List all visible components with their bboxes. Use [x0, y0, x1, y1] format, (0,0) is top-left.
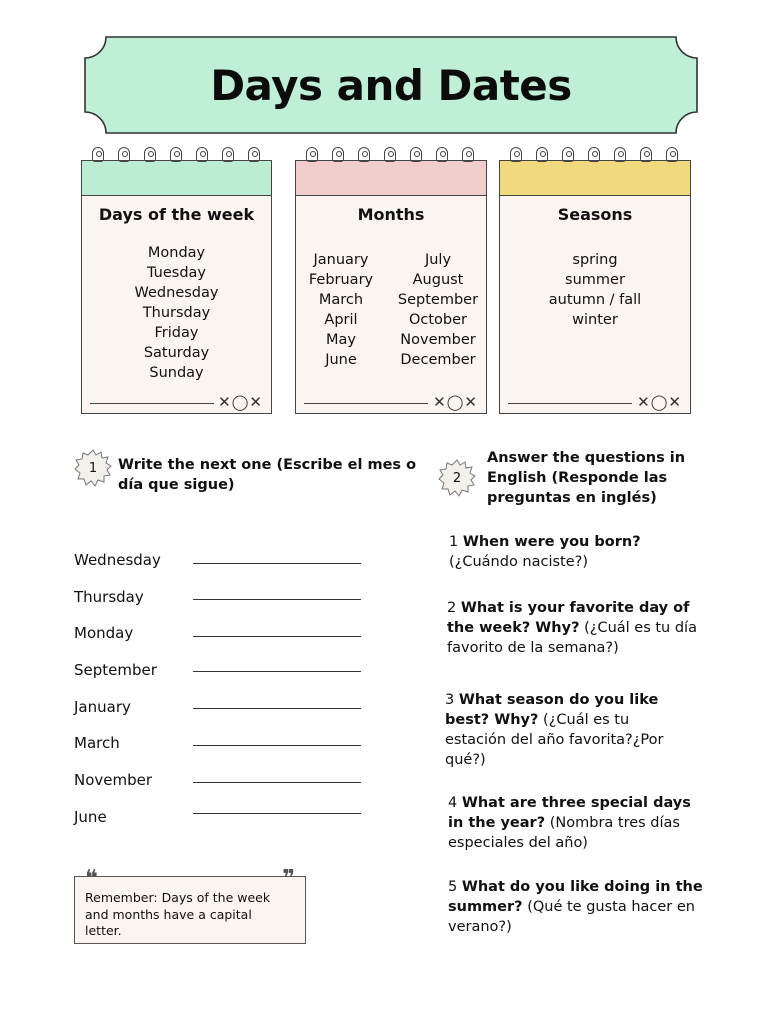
xox-doodle: ✕◯✕: [433, 393, 478, 411]
notepad-header: [82, 161, 271, 196]
list-item: Saturday: [143, 345, 210, 361]
list-item: December: [400, 352, 476, 368]
answer-line[interactable]: [193, 599, 361, 600]
footer-line: [90, 403, 214, 404]
question-2: 2 What is your favorite day of the week? Why? (¿Cuál es tu día favorito de la semana?): [447, 600, 697, 656]
list-item: Monday: [147, 245, 206, 261]
exercise-word: September: [74, 661, 157, 679]
spiral-rings: [296, 147, 486, 163]
days-notepad: [81, 160, 272, 414]
xox-doodle: ✕◯✕: [218, 393, 263, 411]
exercise-word: March: [74, 734, 120, 752]
exercise-1-heading: Write the next one (Escribe el mes o día que sigue): [118, 457, 417, 493]
months-column-1: [291, 250, 391, 370]
months-notepad: [295, 160, 487, 414]
list-item: November: [400, 332, 476, 348]
close-quote-icon: ❞: [282, 866, 295, 891]
list-item: February: [308, 272, 374, 288]
badge-number: 1: [88, 460, 98, 476]
notepad-title: Seasons: [557, 205, 633, 224]
answer-line[interactable]: [193, 563, 361, 564]
list-item: Wednesday: [134, 285, 219, 301]
question-3: 3 What season do you like best? Why? (¿Cuál es tu estación del año favorita?¿Por qué?): [445, 692, 664, 768]
seasons-notepad: [499, 160, 691, 414]
exercise-word: Wednesday: [74, 551, 161, 569]
exercise-word: Thursday: [74, 588, 144, 606]
list-item: summer: [565, 272, 625, 288]
badge-number: 2: [452, 470, 462, 486]
question-4: 4 What are three special days in the year? (Nombra tres días especiales del año): [448, 795, 691, 851]
list-item: April: [324, 312, 358, 328]
list-item: September: [397, 292, 479, 308]
list-item: June: [325, 352, 357, 368]
answer-line[interactable]: [193, 813, 361, 814]
answer-line[interactable]: [193, 708, 361, 709]
list-item: May: [326, 332, 356, 348]
answer-line[interactable]: [193, 782, 361, 783]
page-title: Days and Dates: [210, 60, 572, 110]
days-list: [82, 243, 271, 383]
notepad-title: Days of the week: [98, 205, 255, 224]
list-item: Friday: [154, 325, 199, 341]
exercise-word: June: [74, 808, 107, 826]
seasons-list: [500, 250, 690, 330]
exercise-2-badge: [438, 459, 476, 497]
list-item: Thursday: [142, 305, 211, 321]
list-item: July: [424, 252, 452, 268]
footer-line: [304, 403, 428, 404]
exercise-word: Monday: [74, 624, 134, 642]
answer-line[interactable]: [193, 745, 361, 746]
list-item: March: [318, 292, 364, 308]
xox-doodle: ✕◯✕: [637, 393, 682, 411]
question-1: 1 When were you born? (¿Cuándo naciste?): [449, 534, 641, 570]
answer-line[interactable]: [193, 636, 361, 637]
list-item: Tuesday: [147, 265, 206, 281]
list-item: October: [408, 312, 468, 328]
exercise-2-heading: Answer the questions in English (Responde las preguntas en inglés): [487, 450, 686, 506]
title-banner: [84, 36, 698, 134]
notepad-header: [296, 161, 486, 196]
exercise-1-badge: [74, 449, 112, 487]
spiral-rings: [500, 147, 690, 163]
months-column-2: [388, 250, 488, 370]
question-5: 5 What do you like doing in the summer? (Qué te gusta hacer en verano?): [448, 879, 703, 935]
notepad-header: [500, 161, 690, 196]
spiral-rings: [82, 147, 271, 163]
reminder-text: Remember: Days of the week and months have a capital letter.: [85, 890, 271, 938]
list-item: spring: [572, 252, 618, 268]
notepad-title: Months: [357, 205, 425, 224]
open-quote-icon: ❝: [85, 866, 98, 891]
list-item: Sunday: [149, 365, 204, 381]
footer-line: [508, 403, 632, 404]
list-item: August: [412, 272, 464, 288]
answer-line[interactable]: [193, 671, 361, 672]
list-item: winter: [572, 312, 618, 328]
exercise-word: January: [74, 698, 131, 716]
list-item: January: [313, 252, 369, 268]
exercise-word: November: [74, 771, 153, 789]
reminder-note: [74, 866, 306, 944]
list-item: autumn / fall: [548, 292, 642, 308]
